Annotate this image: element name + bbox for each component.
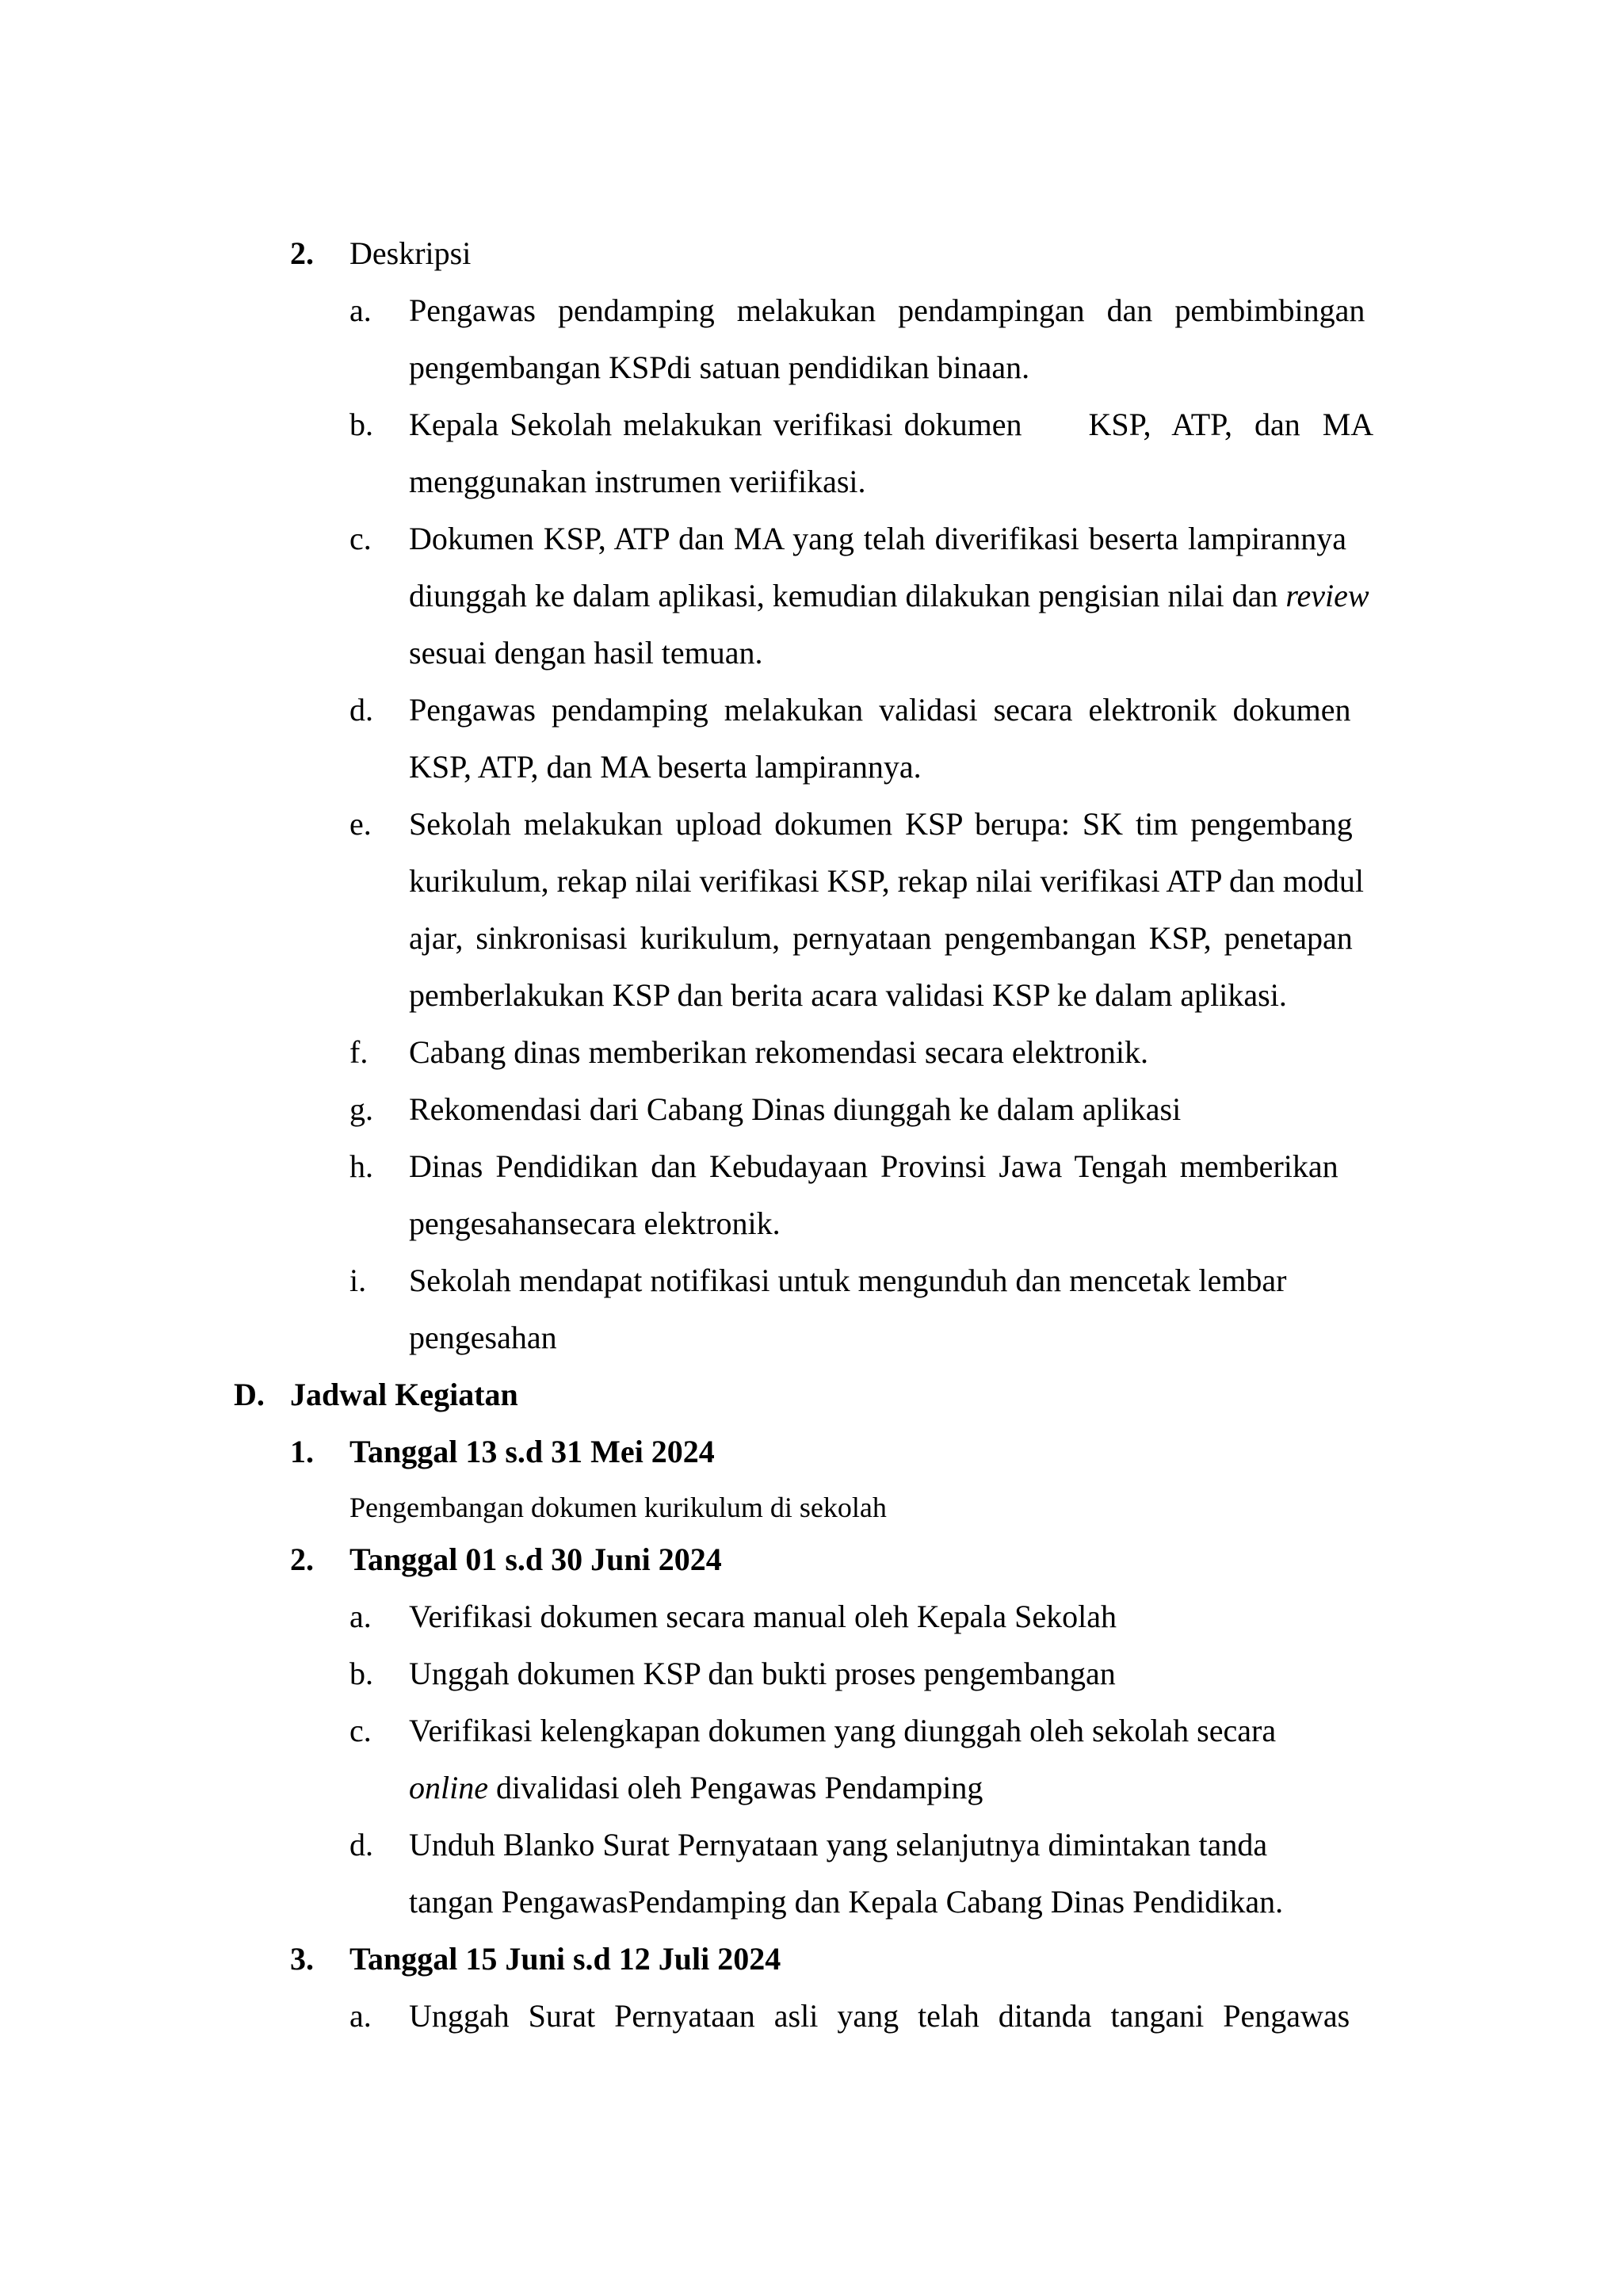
section-title: Deskripsi (349, 235, 472, 271)
list-item-text: Dokumen KSP, ATP dan MA yang telah diverifikasi beserta lampirannya (409, 521, 1346, 556)
list-item-text: tangan PengawasPendamping dan Kepala Cabang Dinas Pendidikan. (409, 1884, 1284, 1920)
list-marker: a. (349, 292, 372, 328)
list-item-text: Verifikasi kelengkapan dokumen yang diunggah oleh sekolah secara (409, 1713, 1277, 1748)
list-item-text: Unggah dokumen KSP dan bukti proses pengembangan (409, 1656, 1116, 1691)
list-item-text: Pengawas pendamping melakukan pendampingan dan pembimbingan (409, 292, 1365, 328)
schedule-date: Tanggal 15 Juni s.d 12 Juli 2024 (349, 1941, 781, 1977)
list-item-text: diunggah ke dalam aplikasi, kemudian dilakukan pengisian nilai dan review (409, 578, 1369, 613)
section-heading: Jadwal Kegiatan (290, 1377, 518, 1412)
list-marker: c. (349, 521, 372, 556)
list-marker: a. (349, 1998, 372, 2034)
schedule-date: Tanggal 01 s.d 30 Juni 2024 (349, 1541, 722, 1577)
list-item-text: Cabang dinas memberikan rekomendasi secara elektronik. (409, 1034, 1148, 1070)
list-item-text: kurikulum, rekap nilai verifikasi KSP, rekap nilai verifikasi ATP dan modul (409, 863, 1364, 899)
list-marker: a. (349, 1599, 372, 1634)
list-marker: h. (349, 1148, 373, 1184)
list-item-text: KSP, ATP, dan MA beserta lampirannya. (409, 749, 922, 785)
list-item-text: pengesahansecara elektronik. (409, 1205, 781, 1241)
list-marker: d. (349, 692, 373, 728)
list-marker: e. (349, 806, 372, 842)
schedule-number: 1. (290, 1434, 314, 1469)
schedule-number: 3. (290, 1941, 314, 1977)
list-item-text: Pengawas pendamping melakukan validasi secara elektronik dokumen (409, 692, 1351, 728)
list-item-text: Sekolah melakukan upload dokumen KSP berupa: SK tim pengembang (409, 806, 1353, 842)
list-item-text: menggunakan instrumen veriifikasi. (409, 464, 866, 499)
list-item-text: pemberlakukan KSP dan berita acara validasi KSP ke dalam aplikasi. (409, 977, 1287, 1013)
section-letter: D. (234, 1377, 265, 1412)
list-item-text: Kepala Sekolah melakukan verifikasi dokumen KSP, ATP, dan MA (409, 407, 1374, 442)
section-number: 2. (290, 235, 314, 271)
list-marker: g. (349, 1091, 373, 1127)
list-marker: d. (349, 1827, 373, 1862)
list-item-text: ajar, sinkronisasi kurikulum, pernyataan pengembangan KSP, penetapan (409, 920, 1353, 956)
list-marker: i. (349, 1263, 367, 1298)
list-marker: b. (349, 1656, 373, 1691)
schedule-number: 2. (290, 1541, 314, 1577)
schedule-date: Tanggal 13 s.d 31 Mei 2024 (349, 1434, 715, 1469)
list-item-text: Verifikasi dokumen secara manual oleh Kepala Sekolah (409, 1599, 1117, 1634)
list-item-text: sesuai dengan hasil temuan. (409, 635, 763, 670)
list-marker: c. (349, 1713, 372, 1748)
list-item-text: Sekolah mendapat notifikasi untuk mengunduh dan mencetak lembar (409, 1263, 1287, 1298)
list-item-text: pengesahan (409, 1320, 557, 1355)
schedule-note: Pengembangan dokumen kurikulum di sekolah (349, 1492, 887, 1523)
list-item-text: Unduh Blanko Surat Pernyataan yang selanjutnya dimintakan tanda (409, 1827, 1268, 1862)
list-item-text: Rekomendasi dari Cabang Dinas diunggah ke dalam aplikasi (409, 1091, 1182, 1127)
list-item-text: pengembangan KSPdi satuan pendidikan binaan. (409, 350, 1030, 385)
list-marker: b. (349, 407, 373, 442)
list-item-text: Dinas Pendidikan dan Kebudayaan Provinsi Jawa Tengah memberikan (409, 1148, 1338, 1184)
list-marker: f. (349, 1034, 369, 1070)
list-item-text: Unggah Surat Pernyataan asli yang telah ditanda tangani Pengawas (409, 1998, 1350, 2034)
list-item-text: online divalidasi oleh Pengawas Pendamping (409, 1770, 983, 1805)
